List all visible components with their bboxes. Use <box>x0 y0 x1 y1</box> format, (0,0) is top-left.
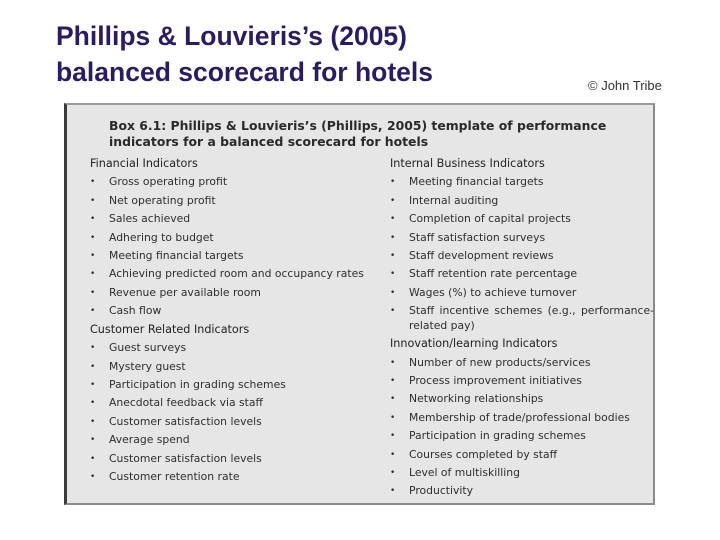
list-item: • Internal auditing <box>390 192 658 210</box>
list-item: • Sales achieved <box>90 210 370 228</box>
list-item: • Gross operating profit <box>90 173 370 191</box>
box-heading-line-1: Box 6.1: Phillips & Louvieris’s (Phillips, 2005) template of performance <box>109 118 607 133</box>
bullet-icon: • <box>390 394 396 405</box>
list-item: • Staff incentive schemes (e.g., performance-related pay) <box>390 304 654 332</box>
list-item: • Achieving predicted room and occupancy rates <box>90 267 364 281</box>
innovation-indicators-title: Innovation/learning Indicators <box>390 337 558 351</box>
bullet-icon: • <box>390 306 396 317</box>
slide-title-line-2: balanced scorecard for hotels <box>56 57 434 87</box>
box-heading-line-2: indicators for a balanced scorecard for hotels <box>109 134 429 149</box>
list-item: • Net operating profit <box>90 192 370 210</box>
bullet-icon: • <box>390 431 396 442</box>
scorecard-box <box>64 103 655 505</box>
list-item: • Productivity <box>390 482 658 500</box>
financial-indicators-title: Financial Indicators <box>90 157 198 170</box>
bullet-icon: • <box>390 269 396 280</box>
list-item: • Courses completed by staff <box>390 446 658 464</box>
slide-title <box>56 18 576 90</box>
bullet-icon: • <box>90 269 96 280</box>
copyright-credit: © John Tribe <box>588 78 662 93</box>
list-item: • Customer satisfaction levels <box>90 413 370 431</box>
bullet-icon: • <box>90 195 96 206</box>
bullet-icon: • <box>390 468 396 479</box>
list-item: • Customer retention rate <box>90 468 370 486</box>
list-item: • Networking relationships <box>390 390 658 408</box>
box-heading <box>109 118 649 150</box>
bullet-icon: • <box>390 357 396 368</box>
bullet-icon: • <box>90 214 96 225</box>
bullet-icon: • <box>390 287 396 298</box>
list-item: • Meeting financial targets <box>90 247 370 265</box>
bullet-icon: • <box>390 232 396 243</box>
bullet-icon: • <box>90 343 96 354</box>
list-item: • Staff satisfaction surveys <box>390 229 658 247</box>
bullet-icon: • <box>90 177 96 188</box>
bullet-icon: • <box>90 453 96 464</box>
bullet-icon: • <box>390 412 396 423</box>
slide-title-line-1: Phillips & Louvieris’s (2005) <box>56 21 407 51</box>
list-item: • Adhering to budget <box>90 229 370 247</box>
list-item: • Participation in grading schemes <box>90 376 370 394</box>
bullet-icon: • <box>90 471 96 482</box>
right-column <box>390 155 658 501</box>
list-item: • Revenue per available room <box>90 284 370 302</box>
bullet-icon: • <box>90 306 96 317</box>
list-item: • Number of new products/services <box>390 354 658 372</box>
list-item: • Membership of trade/professional bodies <box>390 409 658 427</box>
list-item: • Staff development reviews <box>390 247 658 265</box>
list-item: • Meeting financial targets <box>390 173 658 191</box>
left-column <box>90 155 370 486</box>
list-item: • Wages (%) to achieve turnover <box>390 284 658 302</box>
bullet-icon: • <box>90 232 96 243</box>
list-item: • Average spend <box>90 431 370 449</box>
bullet-icon: • <box>90 398 96 409</box>
bullet-icon: • <box>390 195 396 206</box>
bullet-icon: • <box>90 379 96 390</box>
customer-indicators-list <box>90 339 370 486</box>
list-item: • Mystery guest <box>90 358 370 376</box>
bullet-icon: • <box>90 361 96 372</box>
bullet-icon: • <box>390 376 396 387</box>
list-item: • Completion of capital projects <box>390 210 658 228</box>
list-item: • Customer satisfaction levels <box>90 450 370 468</box>
internal-indicators-title: Internal Business Indicators <box>390 157 545 170</box>
bullet-icon: • <box>390 177 396 188</box>
internal-indicators-list <box>390 173 658 335</box>
bullet-icon: • <box>390 486 396 497</box>
list-item: • Guest surveys <box>90 339 370 357</box>
list-item: • Anecdotal feedback via staff <box>90 394 370 412</box>
bullet-icon: • <box>90 416 96 427</box>
bullet-icon: • <box>390 449 396 460</box>
bullet-icon: • <box>90 435 96 446</box>
list-item: • Level of multiskilling <box>390 464 658 482</box>
bullet-icon: • <box>90 251 96 262</box>
innovation-indicators-list <box>390 354 658 501</box>
list-item: • Participation in grading schemes <box>390 427 658 445</box>
customer-indicators-title: Customer Related Indicators <box>90 322 250 336</box>
list-item: • Process improvement initiatives <box>390 372 658 390</box>
list-item: • Staff retention rate percentage <box>390 265 658 283</box>
bullet-icon: • <box>390 251 396 262</box>
list-item: • Cash flow <box>90 302 370 320</box>
bullet-icon: • <box>90 287 96 298</box>
financial-indicators-list <box>90 173 370 320</box>
bullet-icon: • <box>390 214 396 225</box>
